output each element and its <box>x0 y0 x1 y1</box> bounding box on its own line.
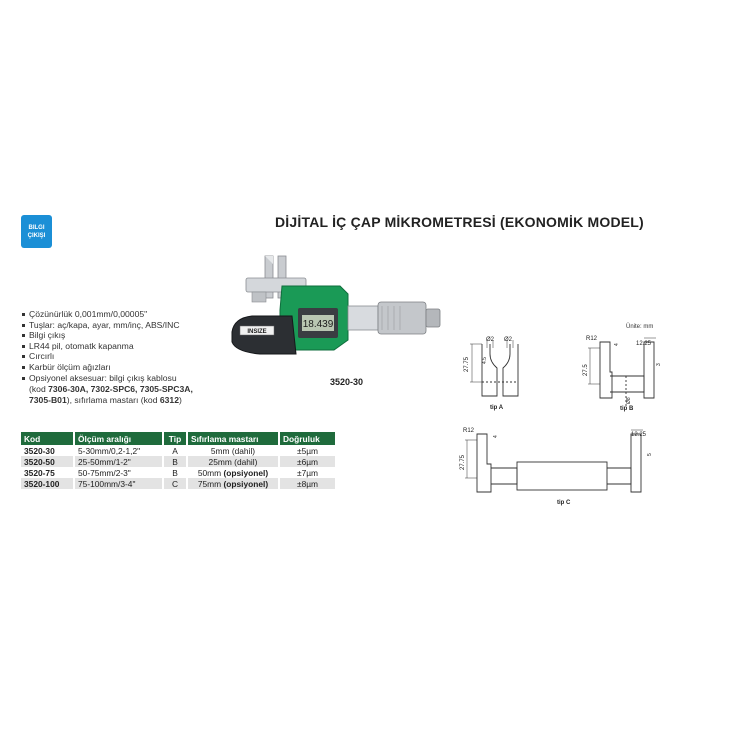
cell-gauge <box>187 478 279 489</box>
feature-item: Çözünürlük 0,001mm/0,00005" <box>22 309 252 320</box>
gauge-size: 75mm <box>197 478 222 489</box>
optional-codes-line-2 <box>22 395 269 406</box>
tip-b-diagram <box>582 332 667 417</box>
cell-gauge <box>187 456 279 467</box>
tip-a-dim-depth: 4.5 <box>482 357 488 364</box>
table-row <box>21 445 336 456</box>
badge-line-1: BILGI <box>28 224 45 231</box>
tip-c-dim-width: 12.25 <box>631 432 647 438</box>
optional-open: (kod <box>29 384 49 394</box>
cell-range: 25-50mm/1-2" <box>74 456 163 467</box>
header-tip: Tip <box>163 432 187 445</box>
gauge-note: (opsiyonel) <box>223 467 269 478</box>
tip-b-dim-phi: Ø8 <box>626 397 632 404</box>
cell-code: 3520-75 <box>21 467 74 478</box>
data-output-badge <box>21 215 52 248</box>
header-range: Ölçüm aralığı <box>74 432 163 445</box>
tip-c-label: tip C <box>557 500 571 506</box>
tip-c-dim-radius: R12 <box>463 428 475 434</box>
cell-gauge <box>187 445 279 456</box>
tip-b-dim-height: 27.5 <box>583 364 589 376</box>
header-gauge: Sıfırlama mastarı <box>187 432 279 445</box>
tip-c-dim-4: 4 <box>493 435 499 438</box>
table-row <box>21 467 336 478</box>
tip-b-label: tip B <box>620 406 634 412</box>
tip-b-dim-3: 3 <box>656 363 662 366</box>
unit-note: Ünite: mm <box>626 324 654 330</box>
page-title: DİJİTAL İÇ ÇAP MİKROMETRESİ (EKONOMİK MODEL) <box>275 214 644 230</box>
cell-tip: A <box>163 445 187 456</box>
tip-a-label: tip A <box>490 405 504 411</box>
micrometer-image <box>230 250 445 365</box>
tip-c-dim-height: 27.75 <box>460 454 466 470</box>
tip-c-dim-5: 5 <box>647 453 653 456</box>
tip-b-dim-radius: R12 <box>586 336 598 342</box>
gauge-size: 25mm <box>208 456 232 467</box>
brand-label: INSIZE <box>247 329 267 335</box>
cell-tip: C <box>163 478 187 489</box>
feature-item: Cırcırlı <box>22 351 252 362</box>
table-row <box>21 478 336 489</box>
tip-b-dim-4: 4 <box>614 343 620 346</box>
gauge-size: 50mm <box>197 467 222 478</box>
cell-gauge <box>187 467 279 478</box>
lcd-readout: 18.439 <box>302 319 334 330</box>
optional-codes-b: 7305-B01 <box>29 395 67 405</box>
cell-code: 3520-100 <box>21 478 74 489</box>
tip-a-dim-phi-2: Ø2 <box>504 337 513 343</box>
optional-accessory-item <box>22 373 252 384</box>
badge-line-2: ÇIKIŞI <box>27 232 46 239</box>
gauge-note: (opsiyonel) <box>223 478 269 489</box>
gauge-note: (dahil) <box>234 456 258 467</box>
cell-accuracy: ±5µm <box>279 445 336 456</box>
cell-tip: B <box>163 467 187 478</box>
cell-tip: B <box>163 456 187 467</box>
tip-b-dim-width: 12.25 <box>636 341 652 347</box>
cell-accuracy: ±6µm <box>279 456 336 467</box>
header-accuracy: Doğruluk <box>279 432 336 445</box>
feature-item: Bilgi çıkış <box>22 330 252 341</box>
optional-codes-a: 7306-30A, 7302-SPC6, 7305-SPC3A, <box>48 384 193 394</box>
optional-code-c: 6312 <box>159 395 179 405</box>
optional-close: ) <box>179 395 182 405</box>
optional-prefix: Opsiyonel aksesuar: bilgi çıkış kablosu <box>29 372 177 383</box>
cell-accuracy: ±8µm <box>279 478 336 489</box>
tip-a-dim-height: 27.75 <box>464 356 470 372</box>
table-header-row <box>21 432 336 445</box>
optional-mid: ), sıfırlama mastarı (kod <box>66 395 160 405</box>
tip-a-dim-phi-1: Ø2 <box>486 337 495 343</box>
feature-item: LR44 pil, otomatk kapanma <box>22 341 252 352</box>
optional-codes-line <box>22 384 269 395</box>
cell-accuracy: ±7µm <box>279 467 336 478</box>
tip-c-diagram <box>455 424 665 510</box>
gauge-note: (dahil) <box>231 445 256 456</box>
table-row <box>21 456 336 467</box>
gauge-size: 5mm <box>210 445 230 456</box>
cell-range: 5-30mm/0,2-1,2" <box>74 445 163 456</box>
cell-range: 75-100mm/3-4" <box>74 478 163 489</box>
cell-code: 3520-50 <box>21 456 74 467</box>
model-label: 3520-30 <box>330 377 364 387</box>
cell-range: 50-75mm/2-3" <box>74 467 163 478</box>
tip-a-diagram <box>460 332 550 417</box>
spec-table <box>21 432 337 489</box>
feature-item: Tuşlar: aç/kapa, ayar, mm/inç, ABS/INC <box>22 320 252 331</box>
feature-list <box>22 309 252 383</box>
feature-item: Karbür ölçüm ağızları <box>22 362 252 373</box>
cell-code: 3520-30 <box>21 445 74 456</box>
header-code: Kod <box>21 432 74 445</box>
